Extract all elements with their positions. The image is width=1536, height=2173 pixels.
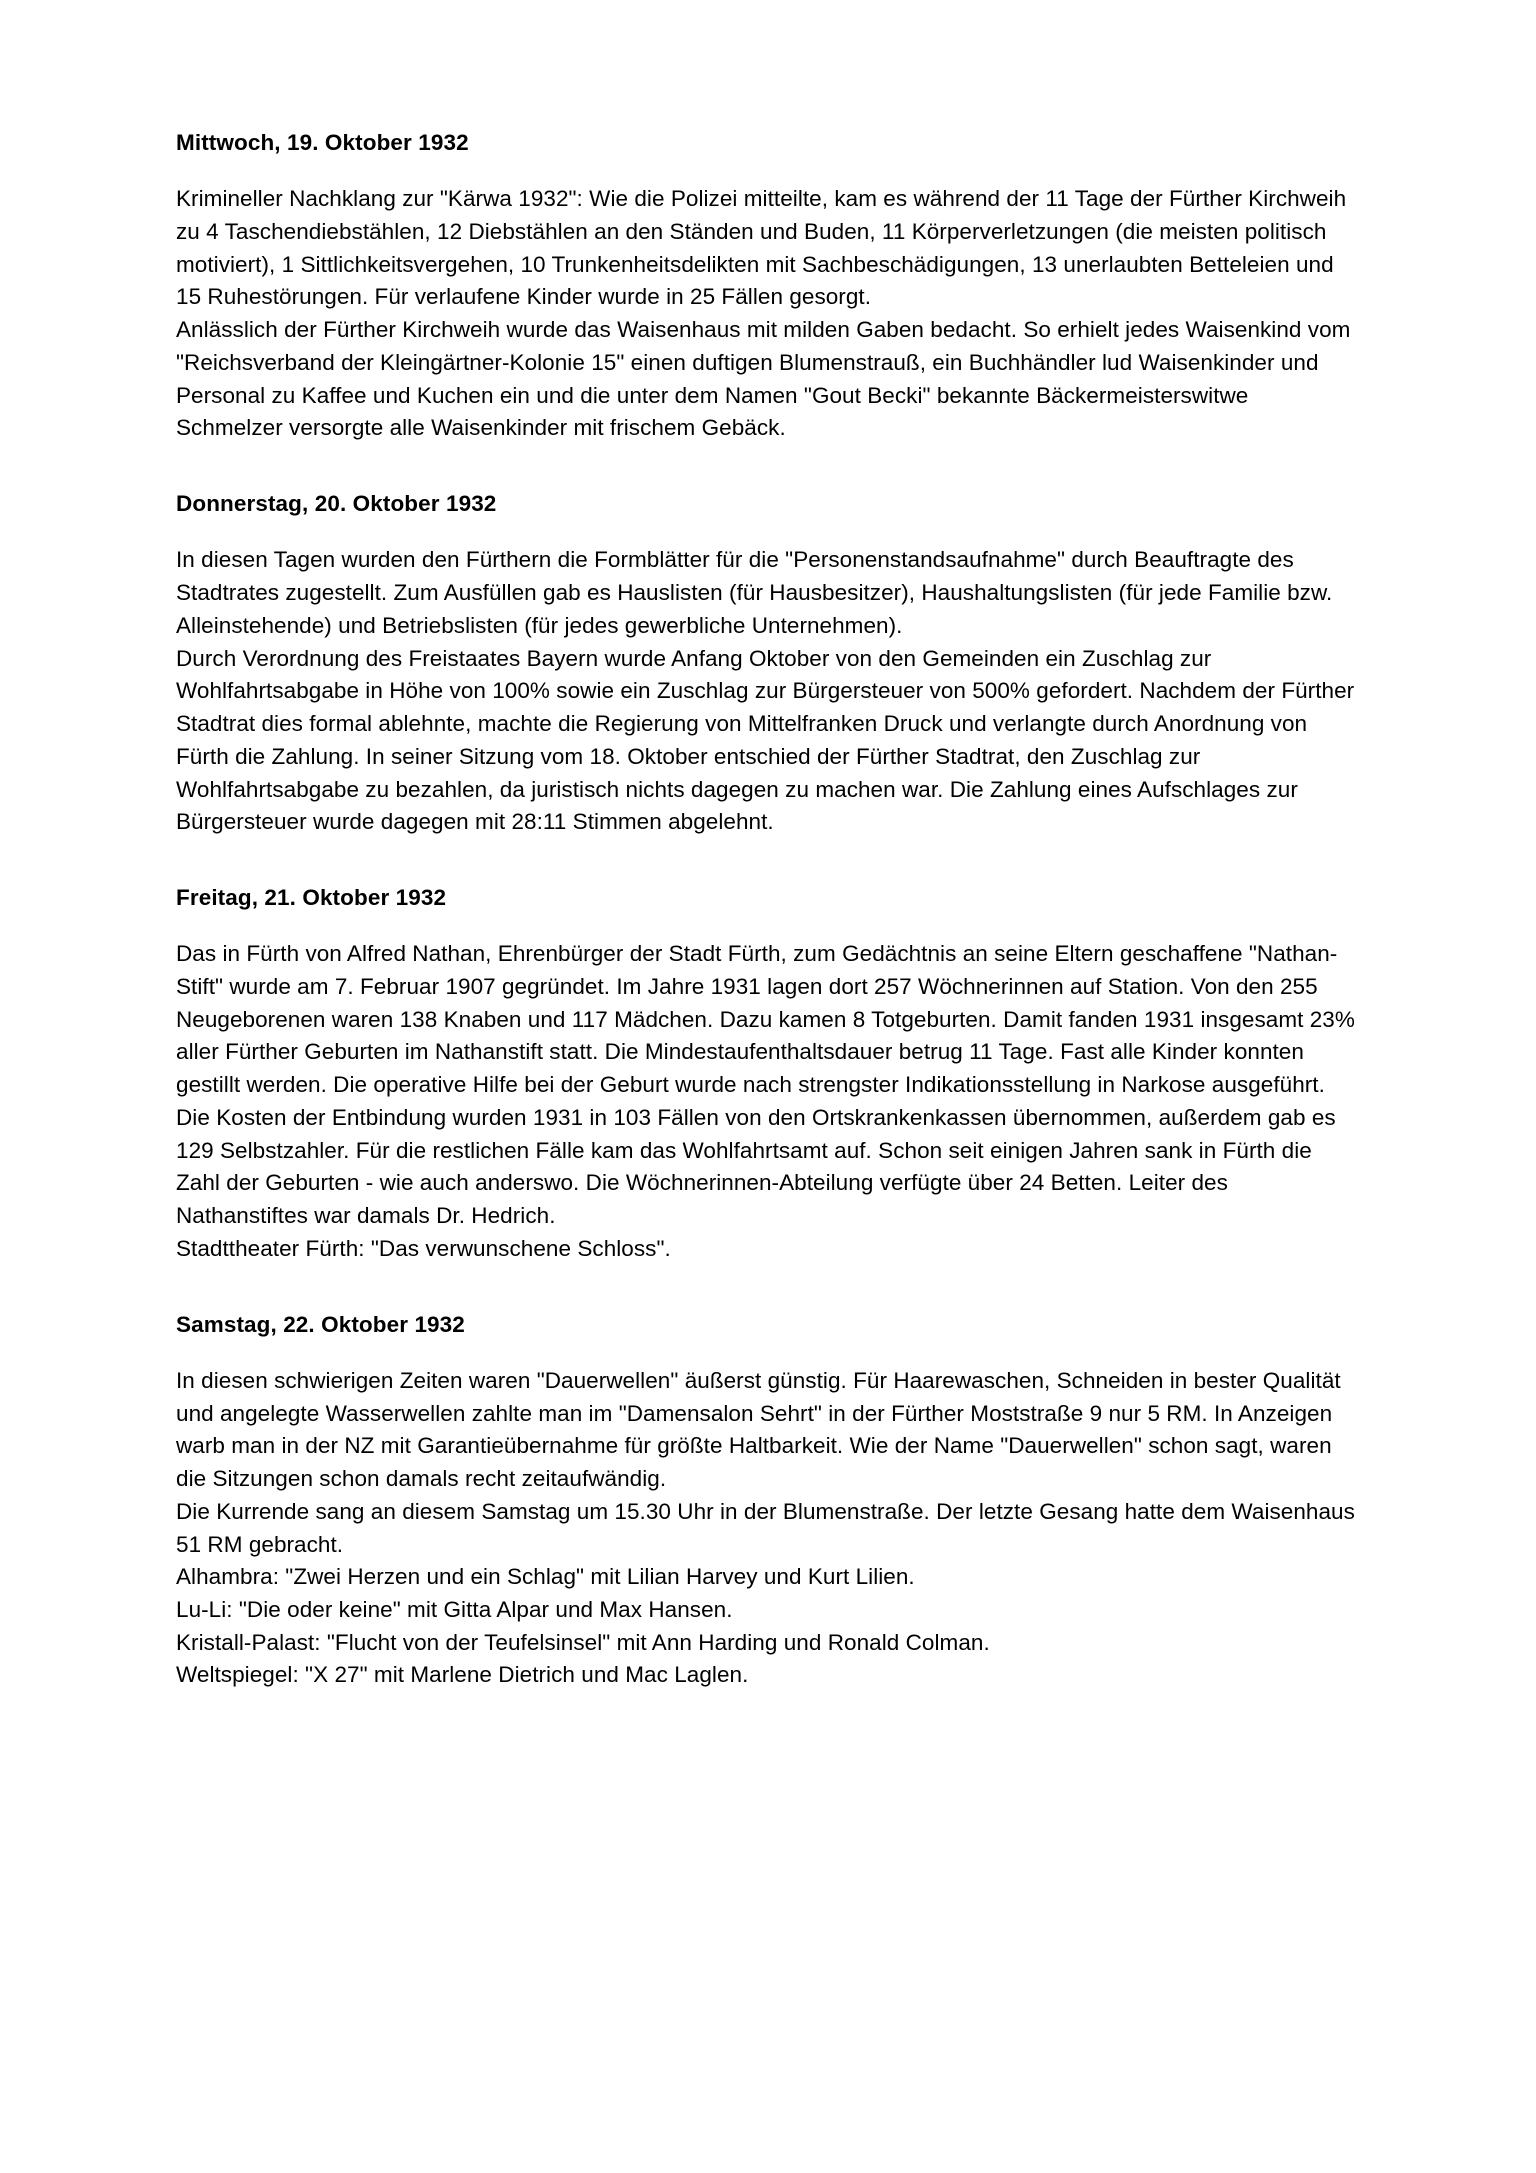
document-body <box>176 128 1360 1692</box>
entry-paragraph: Stadttheater Fürth: "Das verwunschene Schloss". <box>176 1235 671 1261</box>
diary-entry <box>176 1310 1360 1693</box>
diary-entry <box>176 883 1360 1266</box>
entry-paragraph: Krimineller Nachklang zur "Kärwa 1932": Wie die Polizei mitteilte, kam es während der 11 Tage der Fürther Kirchweih zu 4 Taschendiebstählen, 12 Diebstählen an den Ständen und Buden, 11 Körperverletzungen (die meisten politisch motiviert), 1 Sittlichkeitsvergehen, 10 Trunkenheitsdelikten mit Sachbeschädigungen, 13 unerlaubten Betteleien und 15 Ruhestörungen. Für verlaufene Kinder wurde in 25 Fällen gesorgt. <box>176 186 1347 310</box>
entry-paragraph: In diesen Tagen wurden den Fürthern die Formblätter für die "Personenstandsaufnahme" durch Beauftragte des Stadtrates zugestellt. Zum Ausfüllen gab es Hauslisten (für Hausbesitzer), Haushaltungslisten (für jede Familie bzw. Alleinstehende) und Betriebslisten (für jedes gewerbliche Unternehmen). <box>176 547 1333 638</box>
entry-paragraph: Kristall-Palast: "Flucht von der Teufelsinsel" mit Ann Harding und Ronald Colman. <box>176 1629 990 1655</box>
entry-paragraph: In diesen schwierigen Zeiten waren "Dauerwellen" äußerst günstig. Für Haarewaschen, Schneiden in bester Qualität und angelegte Wasserwellen zahlte man im "Damensalon Sehrt" in der Fürther Moststraße 9 nur 5 RM. In Anzeigen warb man in der NZ mit Garantieübernahme für größte Haltbarkeit. Wie der Name "Dauerwellen" schon sagt, waren die Sitzungen schon damals recht zeitaufwändig. <box>176 1367 1341 1492</box>
entry-paragraph: Lu-Li: "Die oder keine" mit Gitta Alpar und Max Hansen. <box>176 1596 733 1622</box>
entry-paragraph: Durch Verordnung des Freistaates Bayern wurde Anfang Oktober von den Gemeinden ein Zuschlag zur Wohlfahrtsabgabe in Höhe von 100% sowie ein Zuschlag zur Bürgersteuer von 500% gefordert. Nachdem der Fürther Stadtrat dies formal ablehnte, machte die Regierung von Mittelfranken Druck und verlangte durch Anordnung von Fürth die Zahlung. In seiner Sitzung vom 18. Oktober entschied der Fürther Stadtrat, den Zuschlag zur Wohlfahrtsabgabe zu bezahlen, da juristisch nichts dagegen zu machen war. Die Zahlung eines Aufschlages zur Bürgersteuer wurde dagegen mit 28:11 Stimmen abgelehnt. <box>176 645 1355 835</box>
diary-entry <box>176 128 1360 445</box>
entry-paragraph: Weltspiegel: "X 27" mit Marlene Dietrich und Mac Laglen. <box>176 1662 749 1688</box>
entry-paragraph: Das in Fürth von Alfred Nathan, Ehrenbürger der Stadt Fürth, zum Gedächtnis an seine Eltern geschaffene "Nathan-Stift" wurde am 7. Februar 1907 gegründet. Im Jahre 1931 lagen dort 257 Wöchnerinnen auf Station. Von den 255 Neugeborenen waren 138 Knaben und 117 Mädchen. Dazu kamen 8 Totgeburten. Damit fanden 1931 insgesamt 23% aller Fürther Geburten im Nathanstift statt. Die Mindestaufenthaltsdauer betrug 11 Tage. Fast alle Kinder konnten gestillt werden. Die operative Hilfe bei der Geburt wurde nach strengster Indikationsstellung in Narkose ausgeführt. Die Kosten der Entbindung wurden 1931 in 103 Fällen von den Ortskrankenkassen übernommen, außerdem gab es 129 Selbstzahler. Für die restlichen Fälle kam das Wohlfahrtsamt auf. Schon seit einigen Jahren sank in Fürth die Zahl der Geburten - wie auch anderswo. Die Wöchnerinnen-Abteilung verfügte über 24 Betten. Leiter des Nathanstiftes war damals Dr. Hedrich. <box>176 941 1355 1229</box>
diary-entry <box>176 489 1360 839</box>
entry-date-heading: Donnerstag, 20. Oktober 1932 <box>176 491 497 517</box>
entry-date-heading: Freitag, 21. Oktober 1932 <box>176 884 447 910</box>
entry-paragraph: Anlässlich der Fürther Kirchweih wurde das Waisenhaus mit milden Gaben bedacht. So erhielt jedes Waisenkind vom "Reichsverband der Kleingärtner-Kolonie 15" einen duftigen Blumenstrauß, ein Buchhändler lud Waisenkinder und Personal zu Kaffee und Kuchen ein und die unter dem Namen "Gout Becki" bekannte Bäckermeisterswitwe Schmelzer versorgte alle Waisenkinder mit frischem Gebäck. <box>176 317 1351 441</box>
entry-date-heading: Mittwoch, 19. Oktober 1932 <box>176 130 469 155</box>
entry-paragraph: Alhambra: "Zwei Herzen und ein Schlag" mit Lilian Harvey und Kurt Lilien. <box>176 1564 915 1590</box>
entry-paragraph: Die Kurrende sang an diesem Samstag um 15.30 Uhr in der Blumenstraße. Der letzte Gesang hatte dem Waisenhaus 51 RM gebracht. <box>176 1498 1355 1557</box>
entry-date-heading: Samstag, 22. Oktober 1932 <box>176 1311 465 1337</box>
